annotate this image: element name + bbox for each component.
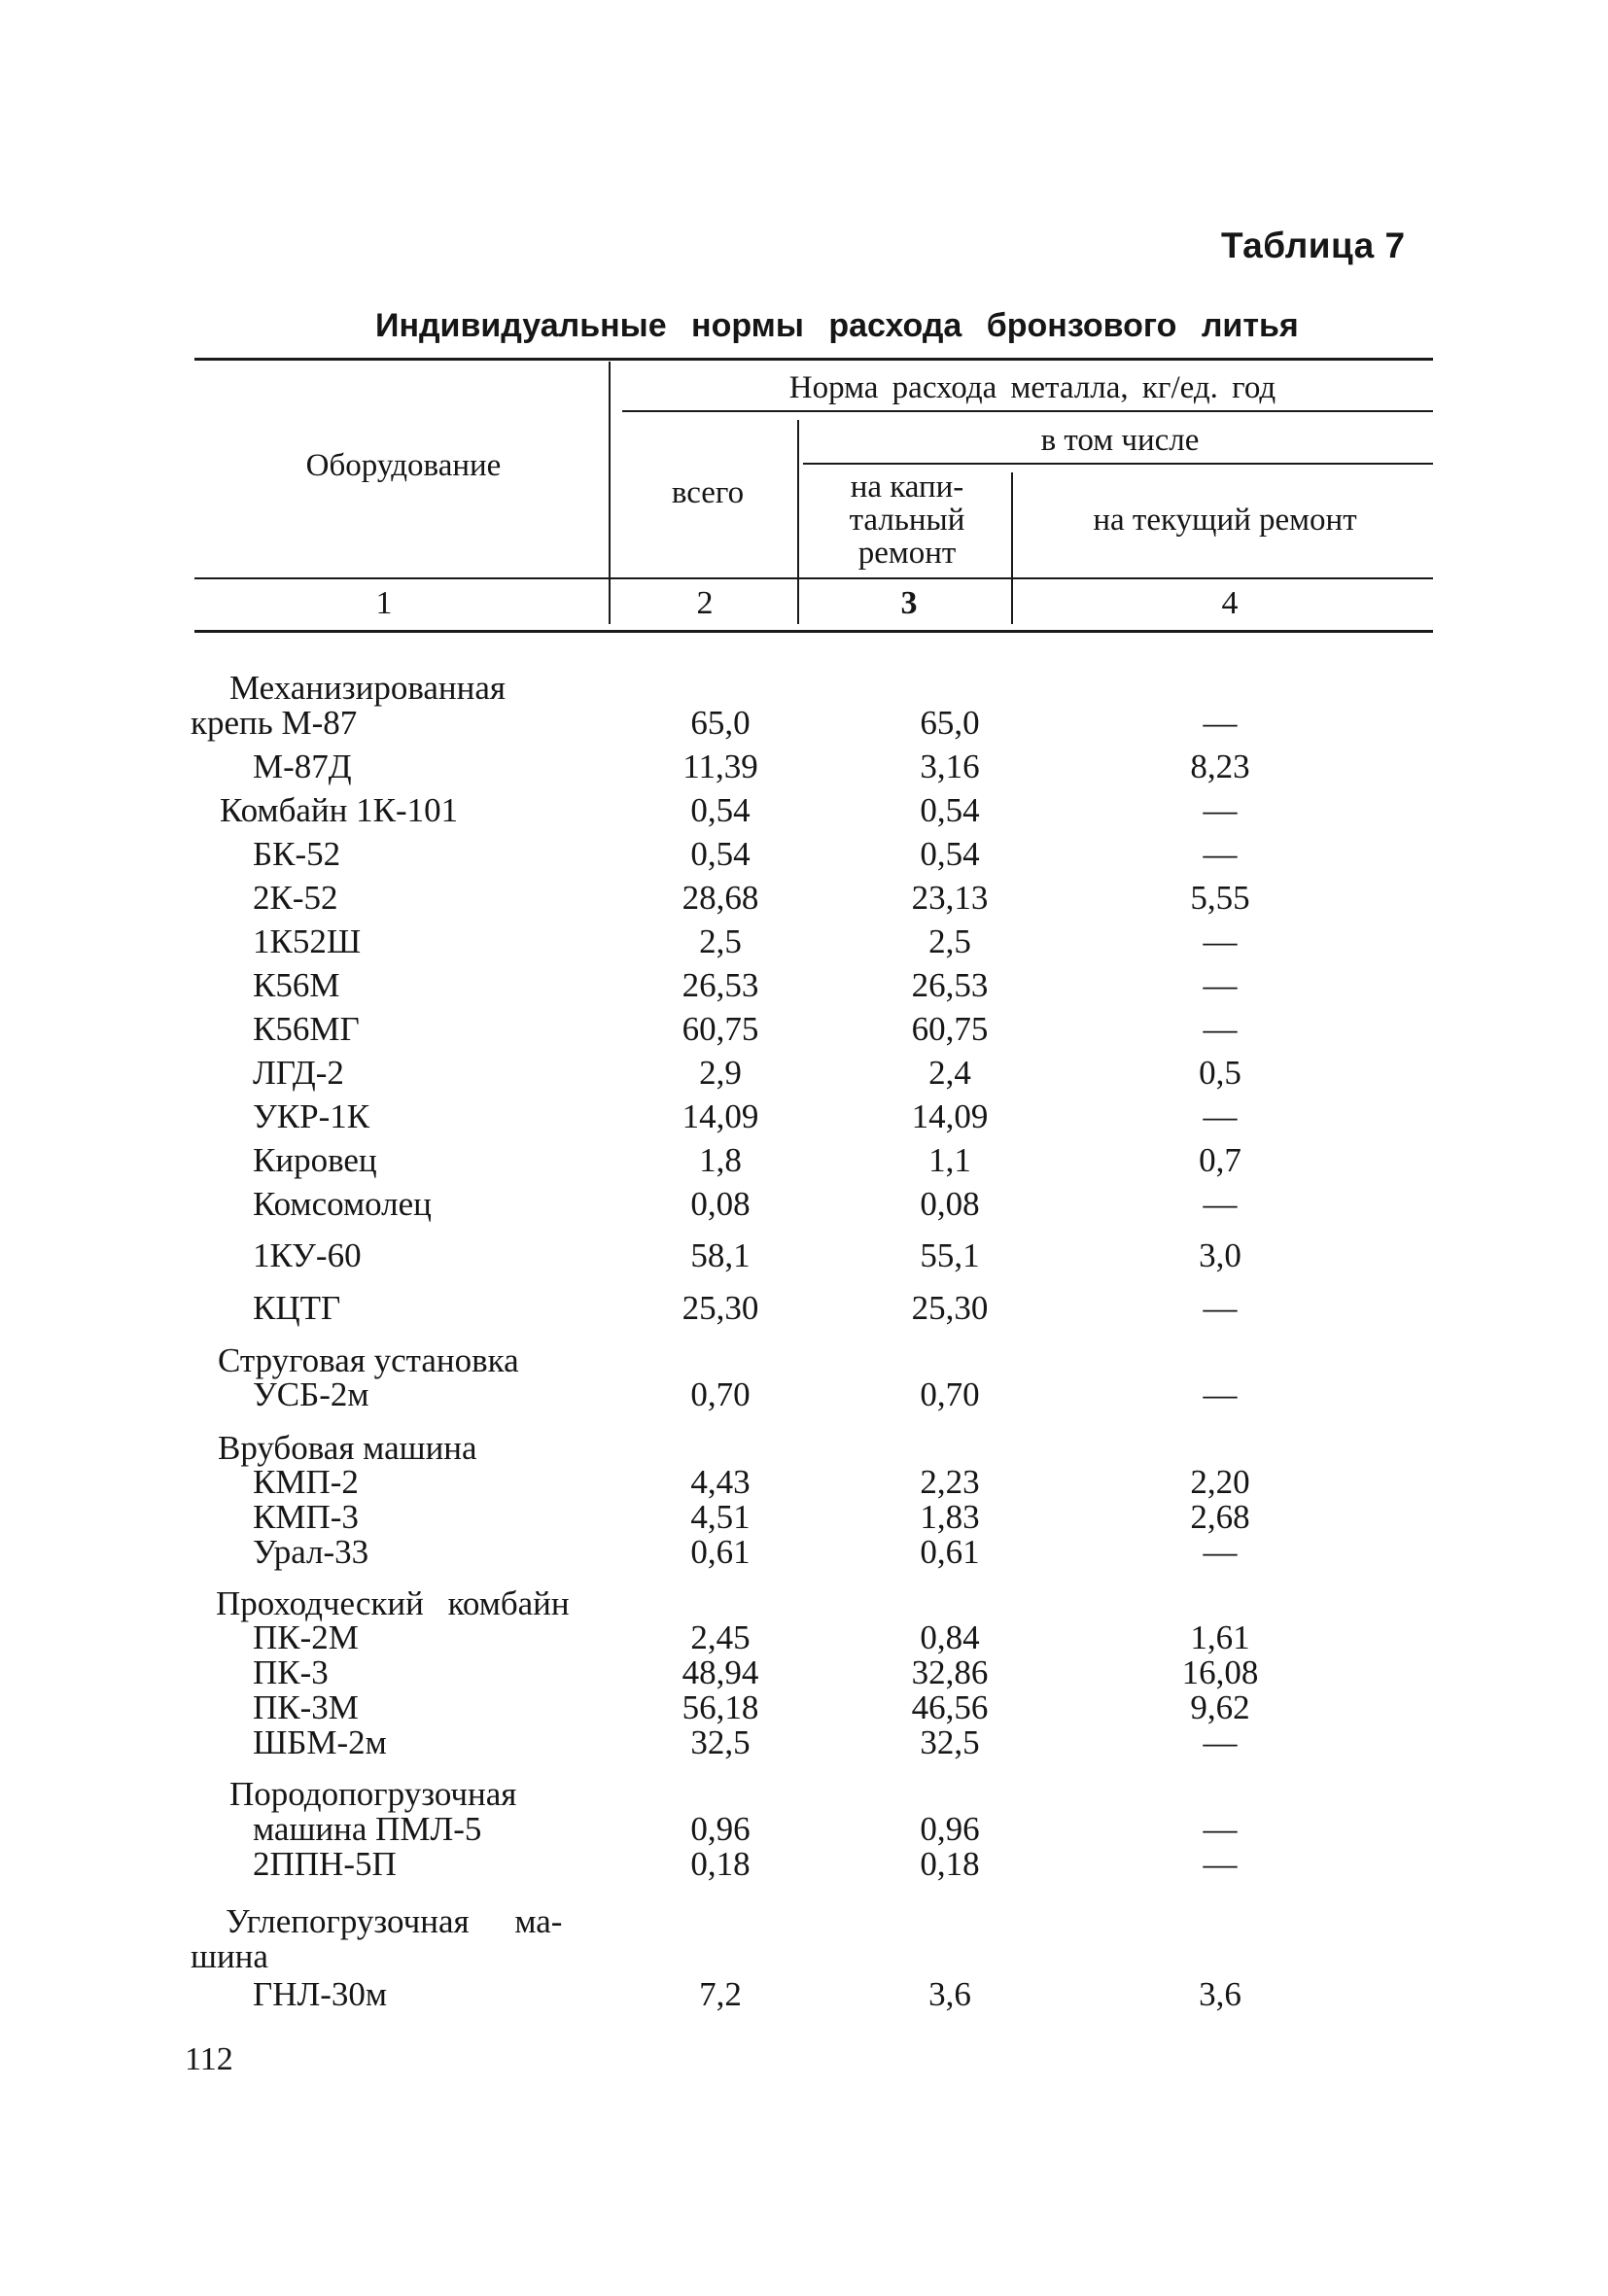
capital-value: 3,6 (928, 1975, 971, 2013)
capital-value: 65,0 (920, 704, 980, 742)
current-value: — (1203, 1010, 1238, 1048)
current-value: — (1203, 1289, 1238, 1327)
total-value: 32,5 (690, 1723, 751, 1761)
current-value: — (1203, 966, 1238, 1004)
divider-total (797, 420, 799, 624)
capital-value: 0,54 (920, 835, 980, 873)
total-value: 0,54 (690, 835, 751, 873)
total-value: 58,1 (690, 1236, 751, 1274)
capital-value: 2,4 (928, 1054, 971, 1092)
current-value: 16,08 (1181, 1653, 1259, 1691)
table-row (0, 1185, 1608, 1230)
capital-value: 23,13 (911, 879, 989, 917)
total-value: 1,8 (699, 1141, 742, 1179)
equipment-name: 1КУ-60 (253, 1236, 362, 1274)
current-value: 3,0 (1199, 1236, 1241, 1274)
table-row (0, 791, 1608, 836)
current-value: 8,23 (1190, 748, 1250, 785)
total-value: 7,2 (699, 1975, 742, 2013)
capital-value: 1,1 (928, 1141, 971, 1179)
header-capital-line3: ремонт (857, 536, 957, 571)
total-value: 2,45 (690, 1618, 751, 1656)
table-row (0, 1141, 1608, 1186)
total-value: 14,09 (682, 1097, 759, 1135)
capital-value: 0,61 (920, 1533, 980, 1571)
column-number-2: 2 (696, 585, 714, 621)
capital-value: 55,1 (920, 1236, 980, 1274)
equipment-name: БК-52 (253, 835, 341, 873)
capital-value: 0,08 (920, 1185, 980, 1223)
table-row (0, 835, 1608, 880)
capital-value: 0,96 (920, 1810, 980, 1848)
table-row (0, 1010, 1608, 1055)
column-number-1: 1 (375, 585, 393, 621)
table-top-rule (194, 358, 1433, 361)
capital-value: 0,54 (920, 791, 980, 829)
equipment-name: 2ППН-5П (253, 1845, 397, 1883)
capital-value: 1,83 (920, 1498, 980, 1536)
total-value: 0,08 (690, 1185, 751, 1223)
total-value: 0,18 (690, 1845, 751, 1883)
table-row (0, 922, 1608, 967)
equipment-name: Комсомолец (253, 1185, 432, 1223)
total-value: 48,94 (682, 1653, 759, 1691)
equipment-name: ЛГД-2 (253, 1054, 344, 1092)
header-norm-group: Норма расхода металла, кг/ед. год (788, 370, 1276, 405)
equipment-name: ГНЛ-30м (253, 1975, 388, 2013)
capital-value: 32,5 (920, 1723, 980, 1761)
capital-value: 32,86 (911, 1653, 989, 1691)
total-value: 11,39 (682, 748, 758, 785)
equipment-name: Комбайн 1К-101 (220, 791, 459, 829)
current-value: — (1203, 1375, 1238, 1413)
equipment-name: К56МГ (253, 1010, 360, 1048)
total-value: 2,5 (699, 922, 742, 960)
column-number-3: 3 (900, 585, 918, 621)
current-value: — (1203, 1097, 1238, 1135)
equipment-name: ШБМ-2м (253, 1723, 387, 1761)
table-row (0, 1236, 1608, 1281)
capital-value: 0,84 (920, 1618, 980, 1656)
current-value: — (1203, 835, 1238, 873)
total-value: 4,51 (690, 1498, 751, 1536)
equipment-name: Кировец (253, 1141, 377, 1179)
total-value: 28,68 (682, 879, 759, 917)
current-value: — (1203, 1810, 1238, 1848)
equipment-name: Проходческий комбайн (216, 1584, 570, 1622)
capital-value: 46,56 (911, 1688, 989, 1726)
capital-value: 60,75 (911, 1010, 989, 1048)
capital-value: 14,09 (911, 1097, 989, 1135)
total-value: 65,0 (690, 704, 751, 742)
equipment-name: Струговая установка (218, 1341, 519, 1379)
total-value: 0,61 (690, 1533, 751, 1571)
current-value: 1,61 (1190, 1618, 1250, 1656)
current-value: 5,55 (1190, 879, 1250, 917)
total-value: 0,54 (690, 791, 751, 829)
current-value: — (1203, 1723, 1238, 1761)
total-value: 4,43 (690, 1463, 751, 1501)
total-value: 0,70 (690, 1375, 751, 1413)
divider-equipment (609, 362, 611, 624)
current-value: — (1203, 1845, 1238, 1883)
equipment-name: машина ПМЛ-5 (253, 1810, 482, 1848)
equipment-name: КЦТГ (253, 1289, 341, 1327)
equipment-name: М-87Д (253, 748, 352, 785)
table-row (0, 879, 1608, 923)
column-number-4: 4 (1221, 585, 1239, 621)
equipment-name: К56М (253, 966, 340, 1004)
capital-value: 3,16 (920, 748, 980, 785)
total-value: 25,30 (682, 1289, 759, 1327)
equipment-name: шина (191, 1937, 268, 1975)
table-row (0, 1097, 1608, 1142)
equipment-name: УКР-1К (253, 1097, 370, 1135)
table-header-bottom-rule (194, 630, 1433, 633)
equipment-name: ПК-3М (253, 1688, 359, 1726)
table-row (0, 1533, 1608, 1578)
total-value: 0,96 (690, 1810, 751, 1848)
equipment-name: УСБ-2м (253, 1375, 369, 1413)
total-value: 2,9 (699, 1054, 742, 1092)
divider-capital (1011, 472, 1013, 624)
current-value: 0,7 (1199, 1141, 1241, 1179)
table-label: Таблица 7 (1221, 226, 1406, 265)
rule-under-including (803, 463, 1433, 465)
capital-value: 2,5 (928, 922, 971, 960)
equipment-name: Урал-33 (253, 1533, 369, 1571)
current-value: — (1203, 1533, 1238, 1571)
equipment-name: Механизированная (229, 669, 507, 707)
current-value: — (1203, 922, 1238, 960)
table-row (0, 1289, 1608, 1334)
table-title: Индивидуальные нормы расхода бронзового литья (375, 307, 1299, 344)
current-value: 2,68 (1190, 1498, 1250, 1536)
table-row (0, 1845, 1608, 1890)
equipment-name: крепь М-87 (191, 704, 358, 742)
header-capital-line2: тальный (849, 503, 965, 538)
current-value: 0,5 (1199, 1054, 1241, 1092)
current-value: — (1203, 791, 1238, 829)
equipment-name: ПК-2М (253, 1618, 359, 1656)
capital-value: 2,23 (920, 1463, 980, 1501)
current-value: — (1203, 1185, 1238, 1223)
table-row (0, 748, 1608, 792)
table-row (0, 1375, 1608, 1420)
equipment-name: КМП-3 (253, 1498, 359, 1536)
current-value: 9,62 (1190, 1688, 1250, 1726)
table-row (0, 1054, 1608, 1098)
equipment-name: Врубовая машина (218, 1429, 477, 1467)
current-value: 2,20 (1190, 1463, 1250, 1501)
total-value: 26,53 (682, 966, 759, 1004)
total-value: 56,18 (682, 1688, 759, 1726)
header-equipment: Оборудование (305, 448, 502, 483)
capital-value: 0,18 (920, 1845, 980, 1883)
capital-value: 26,53 (911, 966, 989, 1004)
equipment-name: 2К-52 (253, 879, 338, 917)
capital-value: 25,30 (911, 1289, 989, 1327)
equipment-name: 1К52Ш (253, 922, 362, 960)
table-row (0, 966, 1608, 1011)
capital-value: 0,70 (920, 1375, 980, 1413)
table-row (0, 1975, 1608, 2020)
header-current: на текущий ремонт (1093, 503, 1357, 538)
equipment-name: Углепогрузочная ма- (226, 1902, 563, 1940)
table-row (0, 1723, 1608, 1768)
equipment-name: ПК-3 (253, 1653, 329, 1691)
table-row (0, 704, 1608, 748)
rule-over-numbers (194, 577, 1433, 579)
page-number: 112 (185, 2041, 233, 2077)
header-total: всего (671, 475, 745, 510)
total-value: 60,75 (682, 1010, 759, 1048)
current-value: 3,6 (1199, 1975, 1241, 2013)
equipment-name: Породопогрузочная (229, 1775, 517, 1813)
equipment-name: КМП-2 (253, 1463, 359, 1501)
current-value: — (1203, 704, 1238, 742)
header-capital-line1: на капи- (850, 470, 964, 504)
header-including: в том числе (1040, 423, 1200, 458)
rule-under-norm (622, 410, 1433, 412)
